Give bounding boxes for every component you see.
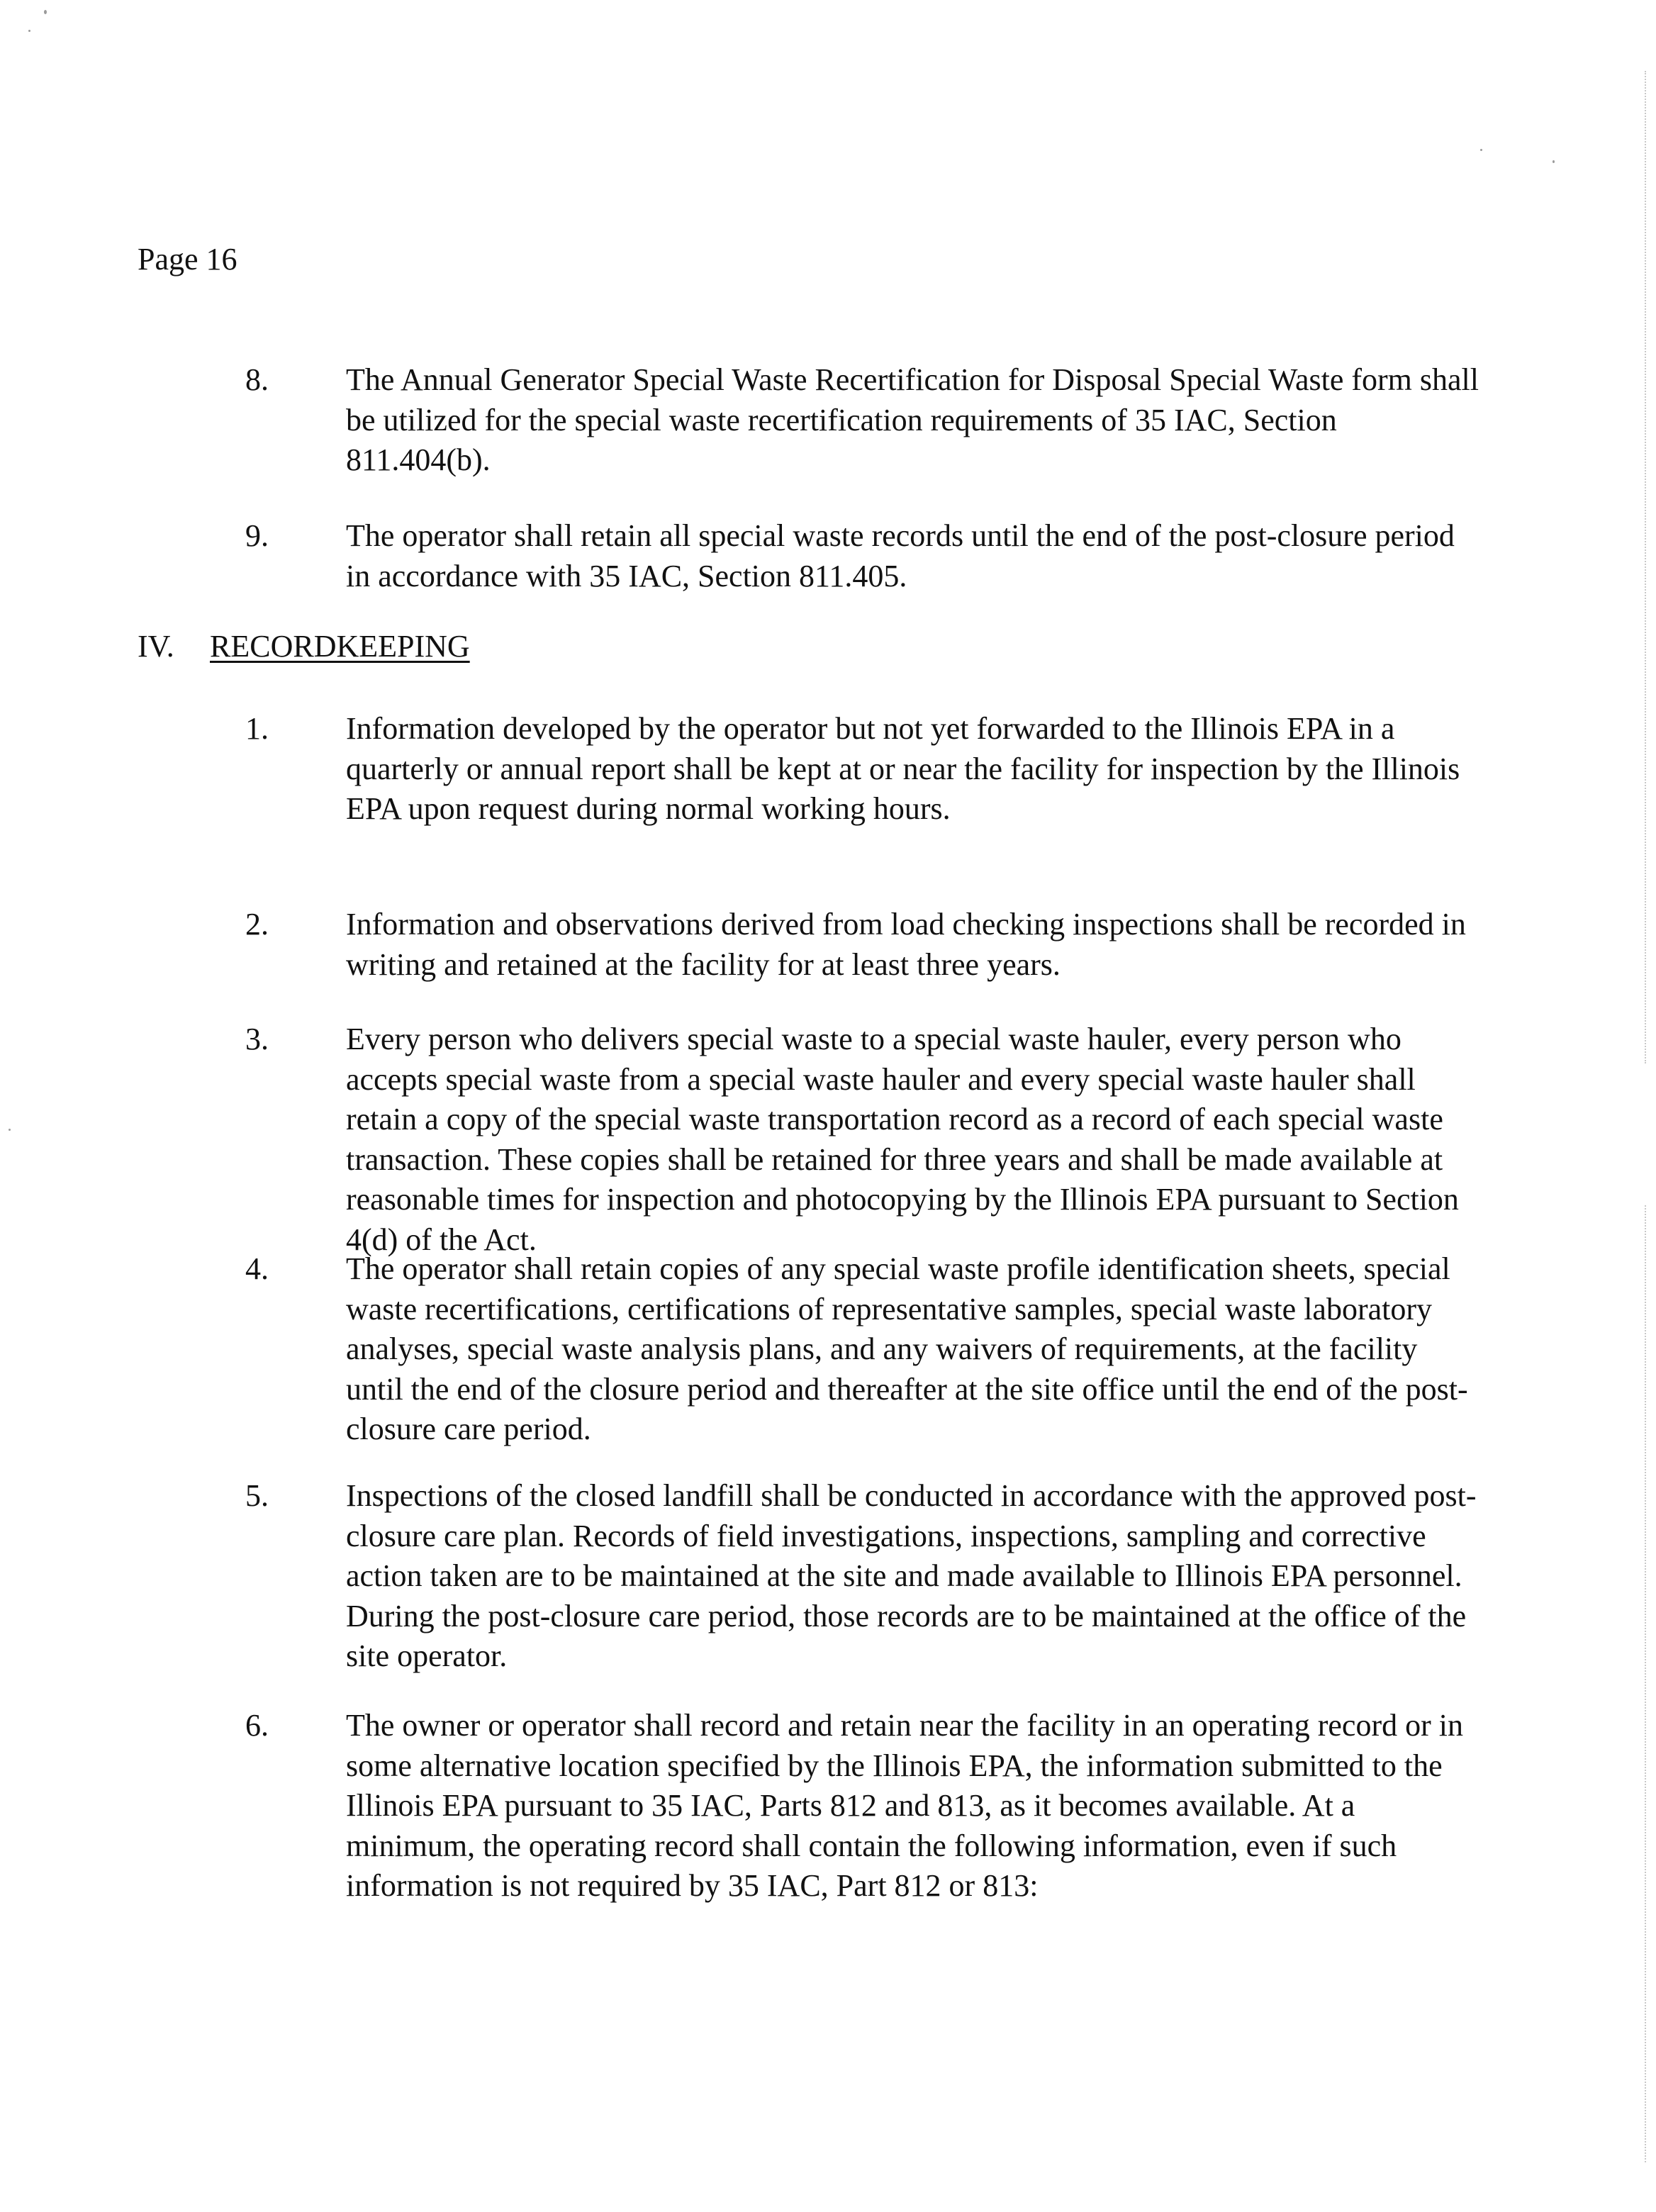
list-item-number: 9. [245, 518, 269, 553]
list-item-text: The operator shall retain copies of any special waste profile identification sheets, special waste recertifications, certifications of representative samples, special waste laboratory analyses, special waste analysis plans, and any waivers of requirements, at the facility until the end of the closure period and thereafter at the site office until the end of the post-closure care period. [346, 1251, 1468, 1446]
scan-speck [44, 10, 47, 14]
scan-speck [28, 30, 30, 32]
list-item-text: Every person who delivers special waste to a special waste hauler, every person who accepts special waste from a special waste hauler and every special waste hauler shall retain a copy of the special waste transportation record as a record of each special waste transaction. These copies shall be retained for three years and shall be made available at reasonable times for inspection and photocopying by the Illinois EPA pursuant to Section 4(d) of the Act. [346, 1022, 1459, 1257]
list-item-text: Information developed by the operator but not yet forwarded to the Illinois EPA in a quarterly or annual report shall be kept at or near the facility for inspection by the Illinois EPA upon request during normal working hours. [346, 711, 1460, 826]
list-item-number: 1. [245, 711, 269, 746]
list-item-number: 8. [245, 362, 269, 397]
section-numeral: IV. [138, 629, 174, 664]
list-item-text: The Annual Generator Special Waste Recertification for Disposal Special Waste form shall be utilized for the special waste recertification requirements of 35 IAC, Section 811.404(b). [346, 362, 1479, 477]
list-item-number: 6. [245, 1708, 269, 1743]
scan-speck [9, 1129, 11, 1131]
list-item-number: 5. [245, 1478, 269, 1513]
section-title: RECORDKEEPING [210, 629, 470, 664]
list-item-number: 4. [245, 1251, 269, 1286]
page-number: Page 16 [138, 242, 237, 276]
margin-noise [1643, 71, 1646, 1063]
margin-noise [1643, 1205, 1646, 2162]
scan-speck [1552, 160, 1555, 163]
list-item-number: 2. [245, 907, 269, 942]
list-item-text: The owner or operator shall record and retain near the facility in an operating record or in some alternative location specified by the Illinois EPA, the information submitted to the Illinois EPA pursuant to 35 IAC, Parts 812 and 813, as it becomes available. At a minimum, the operating record shall contain the following information, even if such information is not required by 35 IAC, Part 812 or 813: [346, 1708, 1463, 1903]
scan-speck [1480, 149, 1482, 151]
list-item-number: 3. [245, 1022, 269, 1056]
list-item-text: Inspections of the closed landfill shall be conducted in accordance with the approved post-closure care plan. Records of field investigations, inspections, sampling and corrective action taken are to be maintained at the site and made available to Illinois EPA personnel. During the post-closure care period, those records are to be maintained at the office of the site operator. [346, 1478, 1477, 1673]
list-item-text: Information and observations derived from load checking inspections shall be recorded in writing and retained at the facility for at least three years. [346, 907, 1466, 982]
list-item-text: The operator shall retain all special waste records until the end of the post-closure period in accordance with 35 IAC, Section 811.405. [346, 518, 1455, 593]
